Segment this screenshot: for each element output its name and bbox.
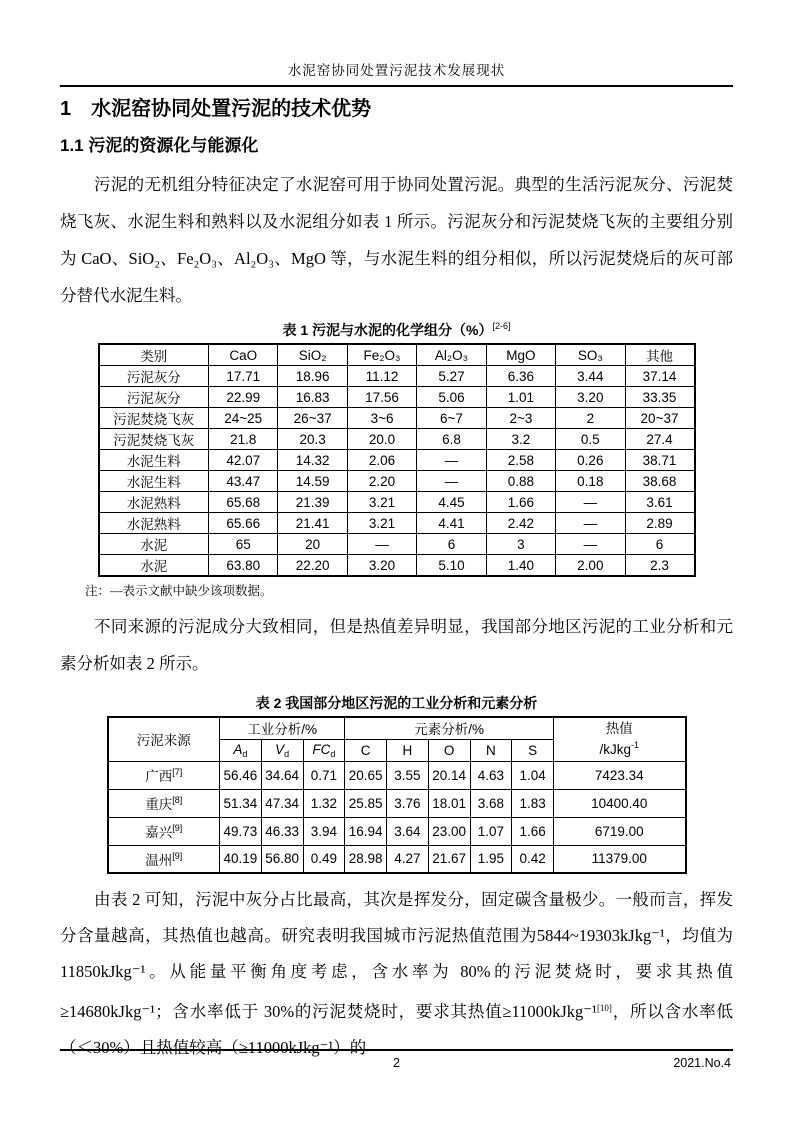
table1-chemical-composition <box>98 343 696 577</box>
table-row <box>99 492 695 513</box>
reference-marker: [8] <box>172 795 183 805</box>
table2-header-cell: S <box>512 739 554 761</box>
table-cell: 水泥生料 <box>99 471 209 492</box>
table1-note: 注：—表示文献中缺少该项数据。 <box>85 584 273 598</box>
table-cell: 3.20 <box>556 387 625 408</box>
table-cell: 2.06 <box>347 450 416 471</box>
table-cell: 17.71 <box>209 366 278 387</box>
table1-header-cell: Al₂O₃ <box>417 344 486 366</box>
table-cell: 65 <box>209 534 278 555</box>
source-name: 温州 <box>145 852 173 868</box>
table-row <box>108 845 686 873</box>
table-cell: 0.5 <box>556 429 625 450</box>
table-cell: 5.27 <box>417 366 486 387</box>
table-cell: 水泥 <box>99 555 209 577</box>
table-cell: 水泥 <box>99 534 209 555</box>
table-cell: — <box>556 513 625 534</box>
table-cell: 21.41 <box>278 513 347 534</box>
table-cell: 3.94 <box>303 817 345 845</box>
table-cell: 0.26 <box>556 450 625 471</box>
table-cell: 63.80 <box>209 555 278 577</box>
table-cell: 2.20 <box>347 471 416 492</box>
table-row <box>99 429 695 450</box>
table-cell: 3.76 <box>387 789 429 817</box>
symbol-sub: d <box>242 748 248 759</box>
table-cell: 28.98 <box>345 845 387 873</box>
table-cell: 27.4 <box>625 429 694 450</box>
table-cell: 1.95 <box>470 845 512 873</box>
table-cell: 0.42 <box>512 845 554 873</box>
table-cell: 1.40 <box>486 555 555 577</box>
table-cell: — <box>417 471 486 492</box>
table1-caption-text: 表 1 污泥与水泥的化学组分（%） <box>282 322 493 338</box>
table-cell: 16.83 <box>278 387 347 408</box>
page-footer <box>60 1049 733 1070</box>
table-cell: 2 <box>556 408 625 429</box>
table1-header-row <box>99 344 695 366</box>
reference-marker: [7] <box>172 767 183 777</box>
table-cell: 34.64 <box>261 761 303 789</box>
table-cell: 3~6 <box>347 408 416 429</box>
table-cell: 33.35 <box>625 387 694 408</box>
table-cell: 11.12 <box>347 366 416 387</box>
table-cell: 1.32 <box>303 789 345 817</box>
table-cell: 24~25 <box>209 408 278 429</box>
paragraph-3-text: ，所以含水率低（＜30%）且热值较高（≥11000kJkg⁻¹）的 <box>60 1002 734 1057</box>
source-name: 嘉兴 <box>145 825 173 840</box>
table2-header-row-1 <box>108 717 686 739</box>
table1-caption-ref: [2-6] <box>492 321 511 331</box>
table2-header-ultimate-group: 元素分析/% <box>345 717 554 739</box>
table-cell: 20.3 <box>278 429 347 450</box>
table-cell: 6~7 <box>417 408 486 429</box>
table-row <box>99 555 695 577</box>
table-cell: 20~37 <box>625 408 694 429</box>
table-cell: 20.14 <box>428 761 470 789</box>
table-cell: 3.68 <box>470 789 512 817</box>
table-cell: 3.21 <box>347 513 416 534</box>
table2-caption: 表 2 我国部分地区污泥的工业分析和元素分析 <box>255 695 538 711</box>
table-cell: — <box>556 492 625 513</box>
table-row <box>108 817 686 845</box>
reference-marker: [9] <box>172 850 183 861</box>
table-row <box>108 761 686 789</box>
reference-marker: [9] <box>172 823 183 833</box>
table-cell: 2.89 <box>625 513 694 534</box>
paragraph-2: 不同来源的污泥成分大致相同，但是热值差异明显，我国部分地区污泥的工业分析和元素分析如表 2 所示。 <box>60 617 733 673</box>
table-cell: 42.07 <box>209 450 278 471</box>
table-cell: 1.04 <box>512 761 554 789</box>
table-cell: 38.71 <box>625 450 694 471</box>
table-cell: 65.68 <box>209 492 278 513</box>
sludge-source-cell <box>108 789 220 817</box>
symbol-main: A <box>233 741 243 757</box>
table-cell: 2.58 <box>486 450 555 471</box>
issue-number: 2021.No.4 <box>673 1056 731 1070</box>
table1-header-cell: MgO <box>486 344 555 366</box>
table-cell: 2.3 <box>625 555 694 577</box>
table-cell: 0.49 <box>303 845 345 873</box>
table-row <box>99 450 695 471</box>
table2-header-cell <box>220 739 262 761</box>
table-cell: 6 <box>625 534 694 555</box>
table-cell: 11379.00 <box>554 845 686 873</box>
table2-header-cell: O <box>428 739 470 761</box>
table-cell: 6.36 <box>486 366 555 387</box>
table-cell: 1.66 <box>486 492 555 513</box>
paragraph-1: 污泥的无机组分特征决定了水泥窑可用于协同处置污泥。典型的生活污泥灰分、污泥焚烧飞灰、水泥生料和熟料以及水泥组分如表 1 所示。污泥灰分和污泥焚烧飞灰的主要组分别为 CaO、SiO₂、Fe₂O₃、Al₂O₃、MgO 等，与水泥生料的组分相似，所以污泥焚烧后的灰可部分替代水泥生料。 <box>60 175 733 305</box>
reference-marker: [10] <box>596 1003 612 1013</box>
table-cell: — <box>347 534 416 555</box>
table1-header-cell: 其他 <box>625 344 694 366</box>
table2-proximate-ultimate-analysis <box>107 716 687 874</box>
table1-header-cell: SiO₂ <box>278 344 347 366</box>
table-cell: 5.06 <box>417 387 486 408</box>
table-cell: 1.01 <box>486 387 555 408</box>
symbol-main: FC <box>312 741 331 757</box>
table1-header-cell: SO₃ <box>556 344 625 366</box>
table-cell: 5.10 <box>417 555 486 577</box>
table-cell: 37.14 <box>625 366 694 387</box>
table-cell: 3 <box>486 534 555 555</box>
table-cell: 污泥焚烧飞灰 <box>99 429 209 450</box>
table-row <box>108 789 686 817</box>
table2-header-cell: H <box>387 739 429 761</box>
running-title: 水泥窑协同处置污泥技术发展现状 <box>287 63 506 78</box>
table-cell: 21.39 <box>278 492 347 513</box>
table-cell: 18.01 <box>428 789 470 817</box>
table-cell: 1.07 <box>470 817 512 845</box>
heat-unit-exponent: -1 <box>631 739 640 750</box>
table-cell: 47.34 <box>261 789 303 817</box>
table-row <box>99 471 695 492</box>
table-cell: 4.27 <box>387 845 429 873</box>
table-row <box>99 513 695 534</box>
symbol-main: V <box>275 741 285 757</box>
table-cell: 污泥焚烧飞灰 <box>99 408 209 429</box>
table2-header-cell <box>303 739 345 761</box>
section-heading: 1 水泥窑协同处置污泥的技术优势 <box>60 98 372 120</box>
table-cell: 0.18 <box>556 471 625 492</box>
table-cell: 1.66 <box>512 817 554 845</box>
table-cell: 56.80 <box>261 845 303 873</box>
table1-header-cell: Fe₂O₃ <box>347 344 416 366</box>
table-cell: 4.63 <box>470 761 512 789</box>
table-cell: 3.55 <box>387 761 429 789</box>
symbol-sub: d <box>284 748 290 759</box>
table-cell: 6719.00 <box>554 817 686 845</box>
table-cell: 3.2 <box>486 429 555 450</box>
table-cell: 23.00 <box>428 817 470 845</box>
table2-header-cell: C <box>345 739 387 761</box>
table-cell: 4.45 <box>417 492 486 513</box>
table-cell: 水泥熟料 <box>99 492 209 513</box>
source-name: 重庆 <box>145 797 173 812</box>
table2-header-heat <box>554 717 686 761</box>
table-row <box>99 408 695 429</box>
table1-header-cell: CaO <box>209 344 278 366</box>
table-cell: 2.42 <box>486 513 555 534</box>
table-cell: — <box>417 450 486 471</box>
table1-header-cell: 类别 <box>99 344 209 366</box>
table-cell: 污泥灰分 <box>99 387 209 408</box>
table-cell: 0.88 <box>486 471 555 492</box>
table2-header-source: 污泥来源 <box>108 717 220 761</box>
table-cell: 21.8 <box>209 429 278 450</box>
table2-header-proximate-group: 工业分析/% <box>220 717 345 739</box>
heat-unit: /kJkg <box>599 741 631 757</box>
table-cell: 10400.40 <box>554 789 686 817</box>
table-cell: 0.71 <box>303 761 345 789</box>
table-cell: 3.20 <box>347 555 416 577</box>
source-name: 广西 <box>145 769 173 784</box>
table-cell: 20 <box>278 534 347 555</box>
table-cell: 38.68 <box>625 471 694 492</box>
table-cell: 21.67 <box>428 845 470 873</box>
table-cell: 40.19 <box>220 845 262 873</box>
table-cell: — <box>556 534 625 555</box>
sludge-source-cell <box>108 761 220 789</box>
table-cell: 水泥生料 <box>99 450 209 471</box>
table2-header-cell <box>261 739 303 761</box>
table-cell: 18.96 <box>278 366 347 387</box>
table-cell: 6.8 <box>417 429 486 450</box>
table-cell: 14.59 <box>278 471 347 492</box>
table-cell: 3.61 <box>625 492 694 513</box>
table-cell: 65.66 <box>209 513 278 534</box>
table-cell: 14.32 <box>278 450 347 471</box>
table-row <box>99 387 695 408</box>
subsection-heading: 1.1 污泥的资源化与能源化 <box>60 136 259 155</box>
table-cell: 4.41 <box>417 513 486 534</box>
sludge-source-cell <box>108 845 220 873</box>
table-row <box>99 534 695 555</box>
table-cell: 20.65 <box>345 761 387 789</box>
table-cell: 20.0 <box>347 429 416 450</box>
header-rule <box>60 85 733 87</box>
table-cell: 6 <box>417 534 486 555</box>
table-row <box>99 366 695 387</box>
table-cell: 2~3 <box>486 408 555 429</box>
table-cell: 3.21 <box>347 492 416 513</box>
sludge-source-cell <box>108 817 220 845</box>
table1-caption <box>60 316 733 340</box>
table-cell: 43.47 <box>209 471 278 492</box>
table-cell: 污泥灰分 <box>99 366 209 387</box>
table-cell: 16.94 <box>345 817 387 845</box>
table-cell: 水泥熟料 <box>99 513 209 534</box>
paragraph-3-text: 由表 2 可知，污泥中灰分占比最高，其次是挥发分，固定碳含量极少。一般而言，挥发分含量越高，其热值也越高。研究表明我国城市污泥热值范围为5844~19303kJkg⁻¹，均值为 11850kJkg⁻¹。从能量平衡角度考虑，含水率为 80%的污泥焚烧时，要求其热值≥14680kJkg⁻¹；含水率低于 30%的污泥焚烧时，要求其热值≥11000kJkg⁻¹ <box>60 890 733 1021</box>
symbol-sub: d <box>330 748 336 759</box>
table-cell: 26~37 <box>278 408 347 429</box>
table-cell: 1.83 <box>512 789 554 817</box>
table-cell: 3.64 <box>387 817 429 845</box>
table-cell: 22.20 <box>278 555 347 577</box>
table-cell: 17.56 <box>347 387 416 408</box>
heat-label: 热值 <box>605 720 633 736</box>
table-cell: 51.34 <box>220 789 262 817</box>
page-number: 2 <box>393 1056 400 1070</box>
table-cell: 56.46 <box>220 761 262 789</box>
table-cell: 46.33 <box>261 817 303 845</box>
table-cell: 2.00 <box>556 555 625 577</box>
table-cell: 25.85 <box>345 789 387 817</box>
table-cell: 7423.34 <box>554 761 686 789</box>
table-cell: 49.73 <box>220 817 262 845</box>
table2-header-cell: N <box>470 739 512 761</box>
paragraph-3 <box>60 882 733 1066</box>
table-cell: 3.44 <box>556 366 625 387</box>
table-cell: 22.99 <box>209 387 278 408</box>
